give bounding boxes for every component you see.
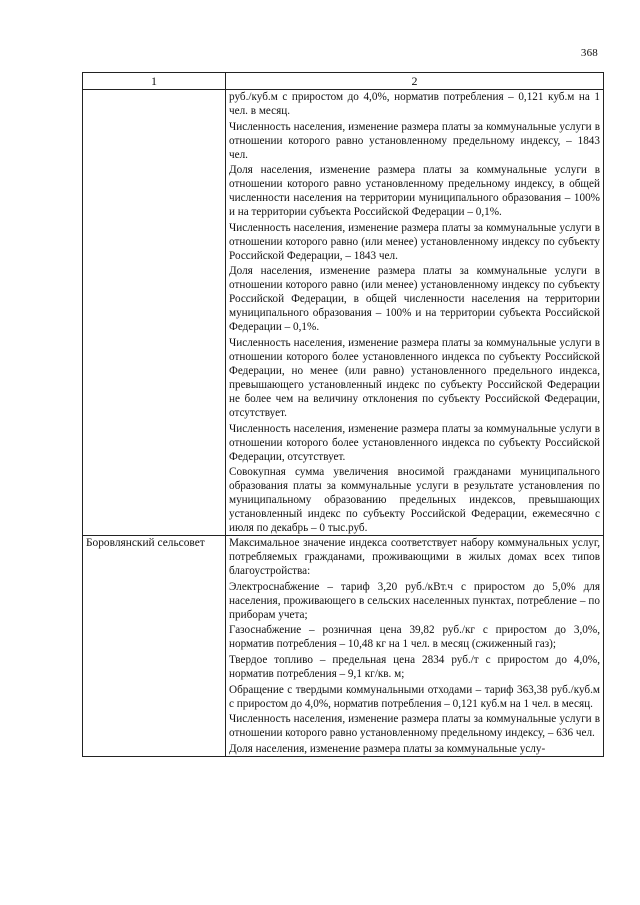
row-label: Боровлянский сельсовет	[83, 536, 226, 757]
table-header-row	[83, 73, 604, 90]
page-number: 368	[580, 47, 598, 59]
paragraph: Доля населения, изменение размера платы за коммунальные услуги в отношении которого равно установленному предельному индексу, в общей численности населения на территории муниципального образования – 100% и на территории субъекта Российской Федерации – 0,1%.	[229, 164, 600, 219]
column-header-1: 1	[83, 73, 226, 90]
row-label	[83, 90, 226, 536]
paragraph: руб./куб.м с приростом до 4,0%, норматив потребления – 0,121 куб.м на 1 чел. в месяц.	[229, 91, 600, 117]
table-row	[83, 90, 604, 536]
paragraph: Доля населения, изменение размера платы за коммунальные услу-	[229, 742, 546, 755]
data-table	[82, 72, 604, 757]
paragraph: Совокупная сумма увеличения вносимой гражданами муниципального образования платы за коммунальные услуги в результате установления по муниципальному образованию предельных индексов, превышающих установленный индекс по субъекту Российской Федерации, ежемесячно с июля по декабрь – 0 тыс.руб.	[229, 466, 600, 535]
paragraph: Электроснабжение – тариф 3,20 руб./кВт.ч с приростом до 5,0% для населения, проживающего в сельских населенных пунктах, потребление – по приборам учета;	[229, 580, 600, 621]
row-content	[226, 90, 604, 536]
paragraph: Численность населения, изменение размера платы за коммунальные услуги в отношении которого равно установленному предельному индексу, – 1843 чел.	[229, 120, 600, 161]
paragraph: Численность населения, изменение размера платы за коммунальные услуги в отношении которого равно установленному предельному индексу, – 636 чел.	[229, 713, 600, 740]
paragraph: Газоснабжение – розничная цена 39,82 руб./кг с приростом до 3,0%, норматив потребления – 10,48 кг на 1 чел. в месяц (сжиженный газ);	[229, 624, 600, 651]
paragraph: Обращение с твердыми коммунальными отходами – тариф 363,38 руб./куб.м с приростом до 4,0%, норматив потребления – 0,121 куб.м на 1 чел. в месяц.	[229, 683, 600, 710]
paragraph: Численность населения, изменение размера платы за коммунальные услуги в отношении которого более установленного индекса по субъекту Российской Федерации, отсутствует.	[229, 422, 600, 463]
paragraph: Численность населения, изменение размера платы за коммунальные услуги в отношении которого более установленного индекса по субъекту Российской Федерации, но менее (или равно) установленного предельного индекса, превышающего установленный индекс по субъекту Российской Федерации не более чем на величину отклонения по субъекту Российской Федерации, отсутствует.	[229, 336, 600, 419]
paragraph: Численность населения, изменение размера платы за коммунальные услуги в отношении которого равно (или менее) установленному индексу по субъекту Российской Федерации, – 1843 чел.	[229, 221, 600, 262]
row-content	[226, 536, 604, 757]
column-header-2: 2	[226, 73, 604, 90]
paragraph: Твердое топливо – предельная цена 2834 руб./т с приростом до 4,0%, норматив потребления – 9,1 кг/кв. м;	[229, 653, 600, 680]
paragraph: Максимальное значение индекса соответствует набору коммунальных услуг, потребляемых гражданами, проживающими в жилых домах всех типов благоустройства:	[229, 537, 600, 578]
table-row	[83, 536, 604, 757]
paragraph: Доля населения, изменение размера платы за коммунальные услуги в отношении которого равно (или менее) установленному индексу по субъекту Российской Федерации, в общей численности населения на территории муниципального образования – 100% и на территории субъекта Российской Федерации – 0,1%.	[229, 265, 600, 334]
